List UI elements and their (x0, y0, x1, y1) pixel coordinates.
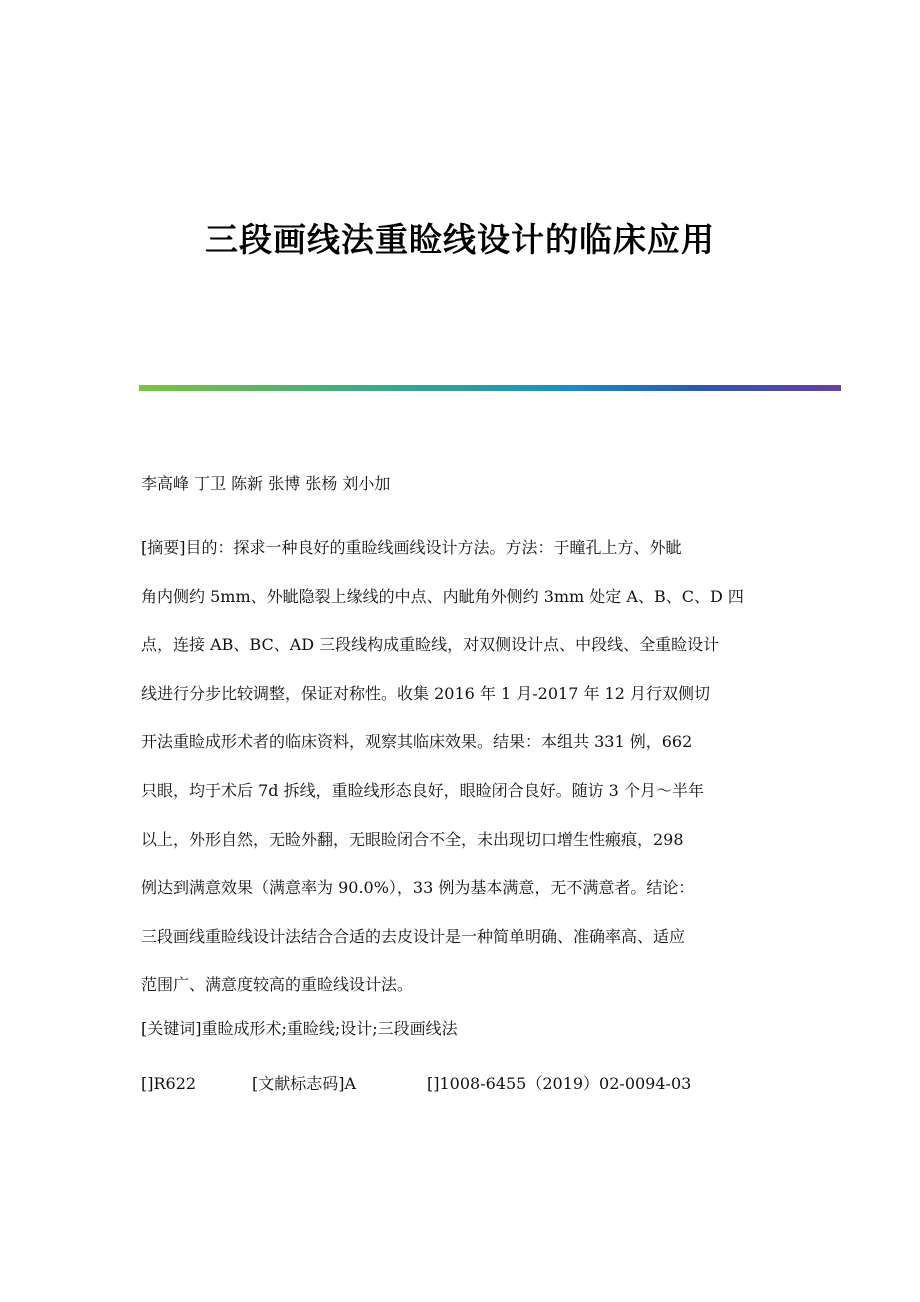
abstract (141, 524, 781, 1010)
keywords: [关键词]重睑成形术;重睑线;设计;三段画线法 (141, 1019, 458, 1038)
abstract-line: 例达到满意效果（满意率为 90.0%），33 例为基本满意，无不满意者。结论： (141, 878, 695, 898)
document-code: [文献标志码]A (252, 1074, 357, 1093)
abstract-line: 开法重睑成形术者的临床资料，观察其临床效果。结果：本组共 331 例，662 (141, 732, 693, 752)
abstract-line: 范围广、满意度较高的重睑线设计法。 (141, 975, 414, 995)
document-title: 三段画线法重睑线设计的临床应用 (205, 220, 715, 259)
abstract-line: 角内侧约 5mm、外眦隐裂上缘线的中点、内眦角外侧约 3mm 处定 A、B、C、D 四 (141, 586, 744, 606)
abstract-line: 以上，外形自然，无睑外翻，无眼睑闭合不全，未出现切口增生性瘢痕，298 (141, 829, 684, 849)
article-id: []1008-6455（2019）02-0094-03 (427, 1074, 692, 1093)
abstract-line: 线进行分步比较调整，保证对称性。收集 2016 年 1 月-2017 年 12 月行双侧切 (141, 683, 710, 703)
title-divider (139, 385, 841, 391)
clc-number: []R622 (141, 1074, 197, 1093)
abstract-line: [摘要]目的：探求一种良好的重睑线画线设计方法。方法：于瞳孔上方、外眦 (141, 538, 682, 557)
abstract-line: 只眼，均于术后 7d 拆线，重睑线形态良好，眼睑闭合良好。随访 3 个月～半年 (141, 780, 704, 800)
author-list: 李高峰 丁卫 陈新 张博 张杨 刘小加 (141, 474, 391, 493)
abstract-line: 点，连接 AB、BC、AD 三段线构成重睑线，对双侧设计点、中段线、全重睑设计 (141, 635, 720, 655)
abstract-line: 三段画线重睑线设计法结合合适的去皮设计是一种简单明确、准确率高、适应 (141, 926, 686, 946)
